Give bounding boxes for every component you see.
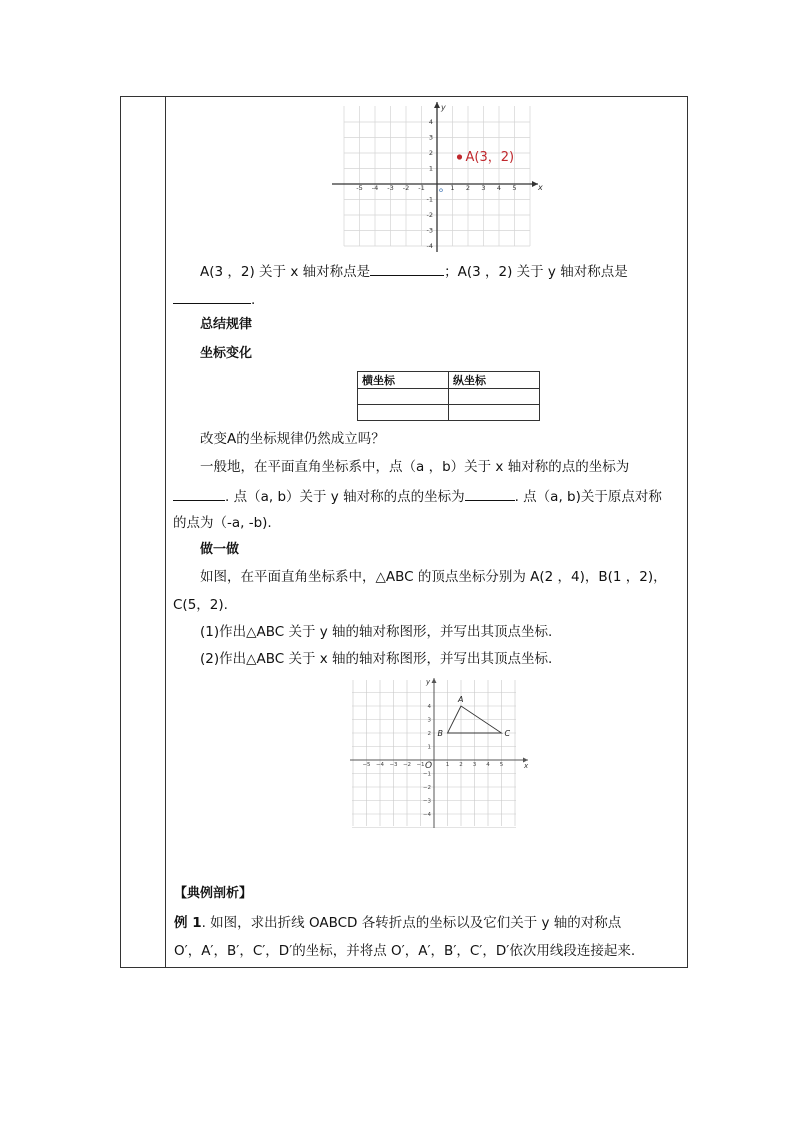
y-tick-label: 3	[428, 133, 433, 142]
x-tick-label: −5	[362, 762, 371, 768]
heading-summary: 总结规律	[200, 317, 253, 332]
para-general-line2	[173, 486, 662, 506]
y-tick-label: 1	[427, 744, 431, 751]
table-cell[interactable]	[358, 405, 449, 421]
task-item2: (2)作出△ABC 关于 x 轴的轴对称图形，并写出其顶点坐标.	[200, 651, 553, 667]
y-tick-label: 2	[428, 149, 433, 157]
heading-example: 【典例剖析】	[174, 886, 253, 901]
x-tick-label: −4	[375, 762, 385, 768]
table-cell[interactable]	[449, 389, 540, 405]
y-tick-label: −2	[422, 785, 431, 791]
y-tick-label: -2	[426, 211, 433, 219]
task-item1: (1)作出△ABC 关于 y 轴的轴对称图形，并写出其顶点坐标.	[200, 624, 553, 640]
x-tick-label: −2	[402, 762, 412, 768]
heading-coordinate-change: 坐标变化	[200, 346, 253, 361]
example-label: 例 1	[174, 915, 202, 931]
y-tick-label: 4	[427, 704, 431, 710]
table-cell[interactable]	[358, 389, 449, 405]
y-tick-label: −1	[422, 771, 431, 778]
x-tick-label: 2	[465, 184, 471, 192]
y-axis-label: y	[426, 678, 431, 686]
y-tick-label: -3	[426, 226, 433, 235]
x-tick-label: -1	[418, 184, 425, 192]
x-tick-label: 5	[499, 762, 504, 768]
x-tick-label: -2	[402, 184, 410, 192]
x-tick-label: −3	[389, 762, 398, 768]
coordinate-graph-triangle	[348, 676, 536, 830]
x-tick-label: 3	[472, 762, 477, 768]
y-tick-label: 1	[428, 164, 433, 173]
vertex-label-a: A	[458, 695, 464, 704]
column-divider	[165, 96, 166, 968]
y-axis-arrow	[434, 102, 440, 108]
header-x-coordinate: 横坐标	[358, 372, 449, 389]
coordinate-graph-point-a	[330, 100, 550, 255]
x-tick-label: 2	[459, 762, 463, 768]
y-axis-arrow	[432, 678, 437, 683]
question-text-x: A(3 ，2) 关于 x 轴对称点是	[200, 264, 371, 280]
para-change: 改变A的坐标规律仍然成立吗？	[200, 431, 385, 447]
x-tick-label: 1	[450, 184, 455, 192]
example1-line2: O′，A′，B′，C′，D′的坐标，并将点 O′，A′，B′，C′，D′依次用线段连接起来.	[174, 943, 636, 959]
task-line2: C(5，2).	[173, 597, 228, 613]
point-a-marker	[457, 154, 462, 159]
question-text-y: ；A(3 ，2) 关于 y 轴对称点是	[444, 264, 628, 280]
y-axis-label: y	[441, 103, 446, 112]
symmetry-question-line1	[200, 261, 628, 281]
general-text-b: . 点（a, b)关于原点对称	[514, 489, 662, 505]
x-tick-label: -3	[387, 184, 394, 192]
general-text-a: . 点（a, b）关于 y 轴对称的点的坐标为	[225, 489, 465, 505]
origin-label: o	[439, 186, 443, 194]
x-tick-label: 4	[496, 184, 502, 192]
coordinate-change-table	[357, 371, 540, 421]
x-tick-label: −1	[416, 762, 425, 768]
y-tick-label: 3	[427, 717, 431, 724]
task-line1: 如图，在平面直角坐标系中，△ABC 的顶点坐标分别为 A(2 ，4)，B(1 ，2)，	[200, 569, 667, 585]
vertex-label-b: B	[437, 729, 443, 738]
x-tick-label: 5	[512, 184, 517, 192]
table-cell[interactable]	[449, 405, 540, 421]
para-general-line3: 的点为（-a, -b).	[173, 515, 272, 531]
x-tick-label: 1	[445, 762, 450, 768]
heading-do: 做一做	[200, 542, 240, 557]
x-axis-label: x	[538, 183, 543, 192]
origin-label: O	[425, 761, 433, 771]
x-tick-label: -4	[371, 184, 379, 192]
y-tick-label: −4	[422, 812, 431, 818]
example-text: . 如图，求出折线 OABCD 各转折点的坐标以及它们关于 y 轴的对称点	[201, 915, 622, 931]
symmetry-question-line2	[173, 289, 255, 309]
answer-blank-y[interactable]	[173, 289, 251, 304]
x-tick-label: 3	[481, 184, 486, 192]
vertex-label-c: C	[504, 729, 511, 738]
para-general-line1: 一般地，在平面直角坐标系中，点（a ，b）关于 x 轴对称的点的坐标为	[200, 459, 630, 475]
period-text: .	[251, 292, 256, 308]
y-tick-label: -1	[426, 195, 433, 204]
example1-line1	[174, 914, 621, 932]
answer-blank-general-y[interactable]	[465, 486, 515, 501]
answer-blank-general-x[interactable]	[173, 486, 225, 501]
x-axis-label: x	[524, 762, 529, 770]
y-tick-label: 2	[427, 731, 431, 737]
header-y-coordinate: 纵坐标	[449, 372, 540, 389]
y-tick-label: -4	[426, 242, 433, 250]
x-tick-label: 4	[486, 762, 490, 768]
answer-blank-x[interactable]	[370, 261, 444, 276]
y-tick-label: −3	[422, 798, 431, 805]
point-a-label: A(3，2)	[465, 150, 515, 165]
y-tick-label: 4	[428, 118, 433, 126]
x-tick-label: -5	[356, 184, 363, 192]
